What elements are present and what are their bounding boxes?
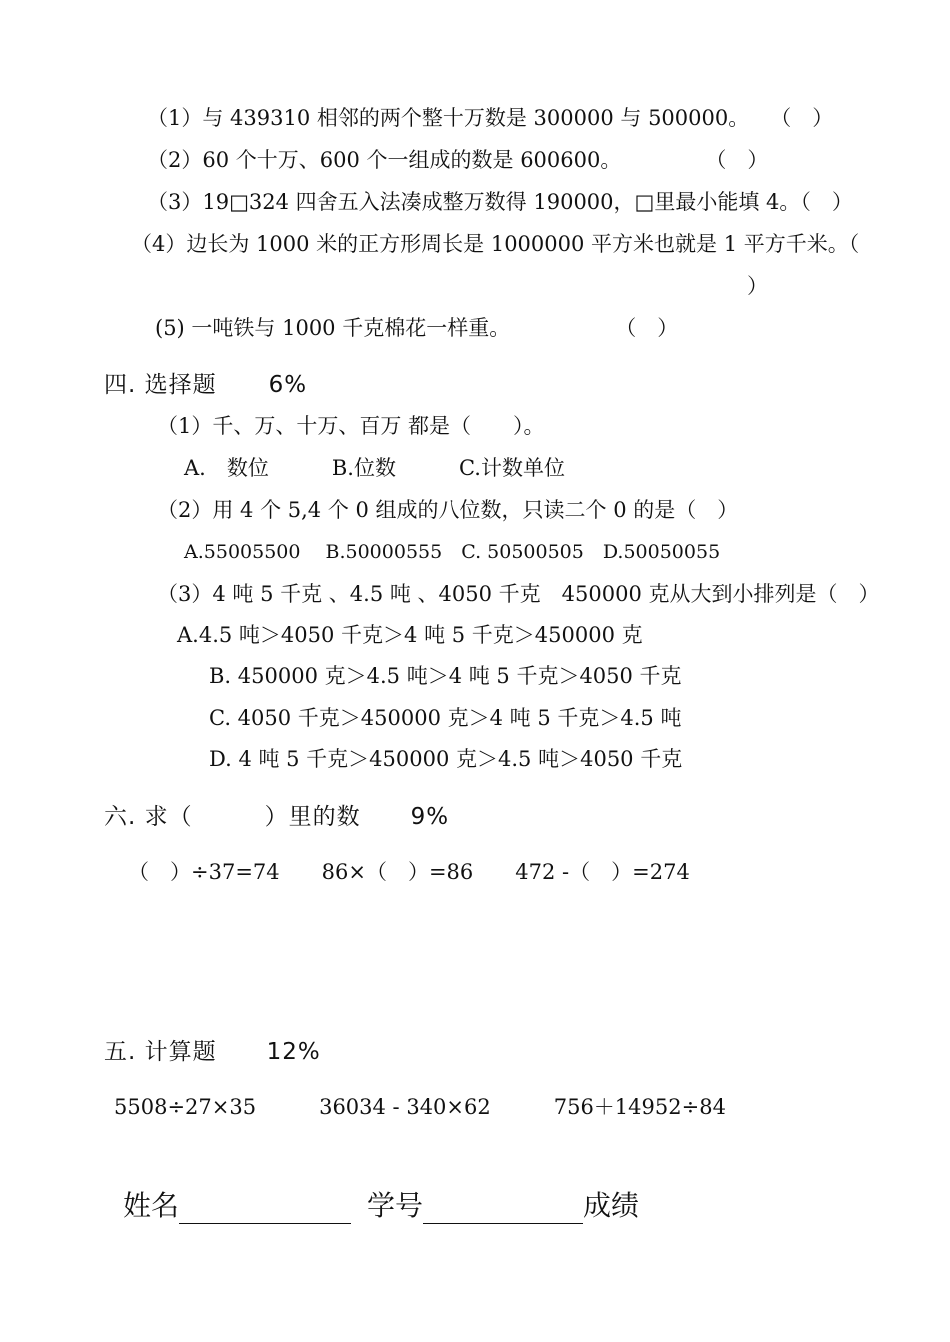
judge-item-5: (5) 一吨铁与 1000 千克棉花一样重。 （ ）	[155, 316, 679, 340]
name-blank[interactable]	[179, 1197, 351, 1224]
choice-q1-options: A. 数位 B.位数 C.计数单位	[184, 456, 565, 480]
judge-item-4: （4）边长为 1000 米的正方形周长是 1000000 平方米也就是 1 平方千米。（	[131, 232, 860, 256]
fill-heading: 六. 求（ ）里的数 9%	[104, 804, 450, 830]
choice-q1: （1）千、万、十万、百万 都是（ ）。	[157, 414, 545, 438]
grade-label: 成绩	[583, 1189, 640, 1222]
calc-heading: 五. 计算题 12%	[104, 1039, 321, 1065]
judge-item-1: （1）与 439310 相邻的两个整十万数是 300000 与 500000。 （ ）	[147, 106, 834, 130]
choice-q3-option-b: B. 450000 克＞4.5 吨＞4 吨 5 千克＞4050 千克	[209, 664, 682, 688]
choice-q3-option-a: A.4.5 吨＞4050 千克＞4 吨 5 千克＞450000 克	[177, 623, 643, 647]
name-label: 姓名	[123, 1189, 180, 1222]
choice-heading: 四. 选择题 6%	[104, 372, 308, 398]
fill-problems: （ ）÷37=74 86×（ ）=86 472 -（ ）=274	[128, 860, 690, 884]
id-label: 学号	[367, 1189, 424, 1222]
judge-item-3: （3）19□324 四舍五入法凑成整万数得 190000，□里最小能填 4。（ ）	[147, 190, 853, 214]
choice-q3-option-d: D. 4 吨 5 千克＞450000 克＞4.5 吨＞4050 千克	[209, 747, 683, 771]
calc-problems: 5508÷27×35 36034 - 340×62 756＋14952÷84	[114, 1095, 726, 1119]
id-blank[interactable]	[423, 1197, 583, 1224]
student-info-line	[123, 1188, 639, 1224]
choice-q3-option-c: C. 4050 千克＞450000 克＞4 吨 5 千克＞4.5 吨	[209, 706, 682, 730]
judge-item-4-close: ）	[747, 274, 768, 298]
choice-q2-options: A.55005500 B.50000555 C. 50500505 D.50050055	[184, 541, 721, 563]
choice-q3: （3）4 吨 5 千克 、4.5 吨 、4050 千克 450000 克从大到小排列是（ ）	[157, 582, 880, 606]
judge-item-2: （2）60 个十万、600 个一组成的数是 600600。 （ ）	[147, 148, 769, 172]
choice-q2: （2）用 4 个 5,4 个 0 组成的八位数，只读二个 0 的是（ ）	[157, 498, 739, 522]
